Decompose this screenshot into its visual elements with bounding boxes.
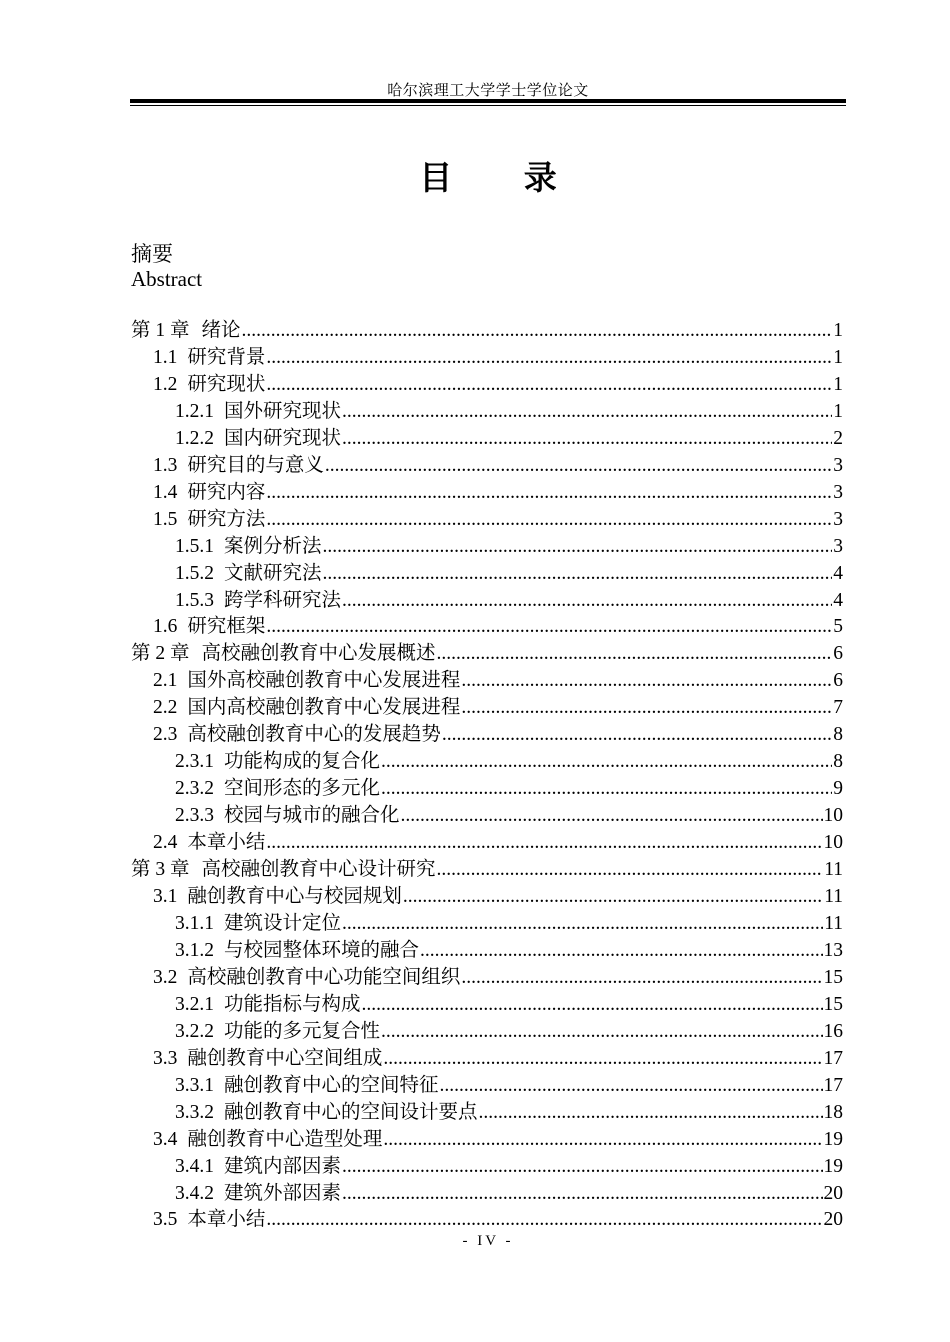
toc-entry[interactable] bbox=[131, 776, 843, 803]
toc-entry-page: 6 bbox=[833, 670, 843, 692]
toc-entry[interactable] bbox=[131, 1181, 843, 1208]
toc-entry[interactable] bbox=[131, 1073, 843, 1100]
toc-entry-number: 第 3 章 bbox=[131, 859, 190, 881]
toc-entry-number: 3.2 bbox=[153, 966, 178, 988]
toc-entry[interactable] bbox=[131, 480, 843, 507]
toc-entry-title: 建筑外部因素 bbox=[224, 1182, 342, 1204]
toc-dot-leader bbox=[325, 453, 832, 480]
toc-entry-number: 1.6 bbox=[153, 616, 178, 638]
toc-entry-number: 第 1 章 bbox=[131, 320, 190, 341]
toc-entry[interactable] bbox=[131, 803, 843, 830]
toc-dot-leader bbox=[266, 614, 832, 641]
toc-entry-number: 3.4 bbox=[153, 1128, 178, 1150]
toc-entry-number: 3.2.2 bbox=[175, 1020, 214, 1042]
toc-entry-page: 17 bbox=[823, 1047, 843, 1069]
toc-entry-title: 国内研究现状 bbox=[224, 427, 342, 449]
toc-dot-leader bbox=[323, 534, 833, 561]
toc-entry-number: 第 2 章 bbox=[131, 643, 190, 665]
toc-entry-number: 3.1 bbox=[153, 886, 178, 908]
toc-entry[interactable] bbox=[131, 911, 843, 938]
toc-entry-title: 高校融创教育中心发展概述 bbox=[201, 643, 436, 665]
toc-entry-page: 9 bbox=[833, 778, 843, 800]
toc-dot-leader bbox=[461, 965, 822, 992]
toc-dot-leader bbox=[381, 749, 832, 776]
toc-entry-number: 1.4 bbox=[153, 481, 178, 503]
toc-entry-number: 1.5.1 bbox=[175, 535, 214, 557]
toc-dot-leader bbox=[266, 480, 832, 507]
toc-entry-page: 20 bbox=[823, 1209, 843, 1231]
toc-dot-leader bbox=[437, 641, 833, 668]
toc-entry-number: 3.3 bbox=[153, 1047, 178, 1069]
toc-entry-page: 19 bbox=[823, 1128, 843, 1150]
toc-abstract-en[interactable]: Abstract bbox=[131, 267, 203, 291]
toc-entry[interactable] bbox=[131, 722, 843, 749]
toc-entry-title: 融创教育中心的空间特征 bbox=[224, 1074, 439, 1096]
toc-entry[interactable] bbox=[131, 507, 843, 534]
toc-entry-title: 国外研究现状 bbox=[224, 400, 342, 422]
toc-entry-title: 空间形态的多元化 bbox=[224, 778, 381, 800]
toc-entry[interactable] bbox=[131, 588, 843, 615]
toc-entry-number: 2.3.3 bbox=[175, 805, 214, 827]
toc-entry-title: 功能构成的复合化 bbox=[224, 751, 381, 773]
toc-dot-leader bbox=[381, 1019, 822, 1046]
toc-entry-page: 1 bbox=[833, 320, 843, 341]
toc-entry[interactable] bbox=[131, 1100, 843, 1127]
toc-entry-number: 1.1 bbox=[153, 346, 178, 368]
toc-entry-title: 融创教育中心的空间设计要点 bbox=[224, 1101, 478, 1123]
toc-dot-leader bbox=[461, 668, 832, 695]
toc-dot-leader bbox=[437, 857, 824, 884]
toc-entry-title: 功能的多元复合性 bbox=[224, 1020, 381, 1042]
toc-abstract-cn[interactable]: 摘要 bbox=[131, 242, 173, 266]
toc-entry-title: 案例分析法 bbox=[224, 535, 322, 557]
toc-entry-page: 13 bbox=[823, 939, 843, 961]
toc-entry[interactable] bbox=[131, 345, 843, 372]
header-rule-thick bbox=[130, 99, 846, 103]
toc-entry-title: 融创教育中心与校园规划 bbox=[187, 886, 402, 908]
toc-entry-page: 3 bbox=[833, 535, 843, 557]
toc-entry-title: 研究方法 bbox=[187, 508, 266, 530]
toc-entry-page: 15 bbox=[823, 966, 843, 988]
toc-entry-title: 国外高校融创教育中心发展进程 bbox=[187, 670, 461, 692]
toc-entry-title: 本章小结 bbox=[187, 832, 266, 854]
toc-list bbox=[131, 318, 843, 1234]
toc-entry[interactable] bbox=[131, 1046, 843, 1073]
toc-entry-number: 3.3.1 bbox=[175, 1074, 214, 1096]
toc-dot-leader bbox=[461, 695, 832, 722]
toc-entry[interactable] bbox=[131, 534, 843, 561]
toc-entry-page: 11 bbox=[824, 859, 843, 881]
toc-entry[interactable] bbox=[131, 1127, 843, 1154]
toc-entry-title: 功能指标与构成 bbox=[224, 993, 361, 1015]
toc-entry-title: 高校融创教育中心设计研究 bbox=[201, 859, 436, 881]
toc-entry-number: 1.3 bbox=[153, 454, 178, 476]
toc-entry[interactable] bbox=[131, 561, 843, 588]
toc-dot-leader bbox=[266, 1207, 822, 1234]
toc-entry[interactable] bbox=[131, 668, 843, 695]
toc-entry-page: 3 bbox=[833, 481, 843, 503]
toc-entry-number: 3.3.2 bbox=[175, 1101, 214, 1123]
toc-dot-leader bbox=[266, 830, 822, 857]
toc-dot-leader bbox=[362, 992, 823, 1019]
toc-entry-title: 融创教育中心造型处理 bbox=[187, 1128, 383, 1150]
toc-entry-title: 研究框架 bbox=[187, 616, 266, 638]
toc-entry-number: 3.5 bbox=[153, 1209, 178, 1231]
toc-entry[interactable] bbox=[131, 695, 843, 722]
toc-entry-title: 本章小结 bbox=[187, 1209, 266, 1231]
toc-entry-page: 4 bbox=[833, 562, 843, 584]
toc-entry-title: 文献研究法 bbox=[224, 562, 322, 584]
toc-entry-page: 1 bbox=[833, 373, 843, 395]
toc-entry-number: 2.4 bbox=[153, 832, 178, 854]
toc-entry-title: 研究现状 bbox=[187, 373, 266, 395]
toc-entry-page: 19 bbox=[823, 1155, 843, 1177]
toc-entry-page: 1 bbox=[833, 400, 843, 422]
page-number: - IV - bbox=[462, 1233, 514, 1249]
toc-entry[interactable] bbox=[131, 992, 843, 1019]
toc-dot-leader bbox=[342, 1181, 822, 1208]
toc-entry[interactable] bbox=[131, 884, 843, 911]
toc-dot-leader bbox=[420, 938, 822, 965]
toc-entry-page: 15 bbox=[823, 993, 843, 1015]
toc-entry-title: 研究背景 bbox=[187, 346, 266, 368]
toc-entry-number: 3.1.1 bbox=[175, 912, 214, 934]
toc-dot-leader bbox=[342, 1154, 822, 1181]
toc-entry-title: 高校融创教育中心功能空间组织 bbox=[187, 966, 461, 988]
toc-entry-number: 1.5.2 bbox=[175, 562, 214, 584]
toc-entry-page: 3 bbox=[833, 508, 843, 530]
toc-dot-leader bbox=[342, 911, 823, 938]
toc-entry[interactable] bbox=[131, 614, 843, 641]
toc-entry-page: 7 bbox=[833, 697, 843, 719]
toc-dot-leader bbox=[383, 1127, 822, 1154]
toc-entry-page: 10 bbox=[823, 805, 843, 827]
toc-entry-number: 1.2.1 bbox=[175, 400, 214, 422]
toc-dot-leader bbox=[479, 1100, 823, 1127]
toc-entry-page: 8 bbox=[833, 751, 843, 773]
toc-entry-number: 3.1.2 bbox=[175, 939, 214, 961]
toc-entry[interactable] bbox=[131, 372, 843, 399]
toc-entry-number: 3.2.1 bbox=[175, 993, 214, 1015]
toc-dot-leader bbox=[266, 507, 832, 534]
toc-entry-title: 绪论 bbox=[201, 320, 241, 341]
toc-dot-leader bbox=[440, 1073, 823, 1100]
toc-entry[interactable] bbox=[131, 453, 843, 480]
toc-dot-leader bbox=[383, 1046, 822, 1073]
toc-entry-title: 研究内容 bbox=[187, 481, 266, 503]
toc-title: 目 录 bbox=[419, 158, 587, 197]
toc-entry-page: 20 bbox=[823, 1182, 843, 1204]
toc-entry-page: 17 bbox=[823, 1074, 843, 1096]
toc-entry-number: 2.1 bbox=[153, 670, 178, 692]
toc-entry-number: 2.3.2 bbox=[175, 778, 214, 800]
toc-entry-title: 高校融创教育中心的发展趋势 bbox=[187, 724, 441, 746]
toc-dot-leader bbox=[381, 776, 832, 803]
toc-dot-leader bbox=[323, 561, 833, 588]
toc-entry-title: 融创教育中心空间组成 bbox=[187, 1047, 383, 1069]
toc-entry-title: 国内高校融创教育中心发展进程 bbox=[187, 697, 461, 719]
toc-dot-leader bbox=[403, 884, 823, 911]
toc-entry-page: 8 bbox=[833, 724, 843, 746]
toc-entry[interactable] bbox=[131, 318, 843, 345]
toc-dot-leader bbox=[242, 318, 833, 345]
toc-entry-number: 3.4.1 bbox=[175, 1155, 214, 1177]
toc-entry[interactable] bbox=[131, 399, 843, 426]
toc-entry[interactable] bbox=[131, 749, 843, 776]
toc-entry[interactable] bbox=[131, 857, 843, 884]
toc-entry-page: 11 bbox=[824, 912, 843, 934]
toc-entry[interactable] bbox=[131, 938, 843, 965]
toc-entry-title: 研究目的与意义 bbox=[187, 454, 324, 476]
toc-dot-leader bbox=[266, 372, 832, 399]
toc-entry-title: 建筑内部因素 bbox=[224, 1155, 342, 1177]
toc-entry-number: 2.3 bbox=[153, 724, 178, 746]
toc-entry-number: 1.2.2 bbox=[175, 427, 214, 449]
toc-entry-page: 10 bbox=[823, 832, 843, 854]
toc-entry-title: 建筑设计定位 bbox=[224, 912, 342, 934]
toc-dot-leader bbox=[266, 345, 832, 372]
toc-entry-page: 18 bbox=[823, 1101, 843, 1123]
toc-entry[interactable] bbox=[131, 1207, 843, 1234]
toc-entry[interactable] bbox=[131, 426, 843, 453]
toc-dot-leader bbox=[342, 399, 832, 426]
toc-entry-number: 3.4.2 bbox=[175, 1182, 214, 1204]
toc-dot-leader bbox=[342, 588, 832, 615]
toc-entry[interactable] bbox=[131, 1154, 843, 1181]
toc-entry-title: 校园与城市的融合化 bbox=[224, 805, 400, 827]
toc-entry[interactable] bbox=[131, 641, 843, 668]
toc-entry-page: 6 bbox=[833, 643, 843, 665]
header-rule-thin bbox=[130, 105, 846, 106]
toc-entry-title: 跨学科研究法 bbox=[224, 589, 342, 611]
toc-entry[interactable] bbox=[131, 1019, 843, 1046]
toc-entry-number: 1.5 bbox=[153, 508, 178, 530]
toc-entry-number: 1.2 bbox=[153, 373, 178, 395]
toc-entry-page: 2 bbox=[833, 427, 843, 449]
toc-dot-leader bbox=[401, 803, 823, 830]
toc-entry-page: 16 bbox=[823, 1020, 843, 1042]
toc-entry[interactable] bbox=[131, 830, 843, 857]
toc-entry-page: 5 bbox=[833, 616, 843, 638]
toc-entry-number: 2.3.1 bbox=[175, 751, 214, 773]
toc-entry-page: 3 bbox=[833, 454, 843, 476]
toc-entry-number: 1.5.3 bbox=[175, 589, 214, 611]
toc-dot-leader bbox=[442, 722, 832, 749]
toc-entry-page: 4 bbox=[833, 589, 843, 611]
toc-entry[interactable] bbox=[131, 965, 843, 992]
running-header: 哈尔滨理工大学学士学位论文 bbox=[387, 83, 589, 99]
toc-entry-page: 1 bbox=[833, 346, 843, 368]
toc-entry-title: 与校园整体环境的融合 bbox=[224, 939, 420, 961]
toc-entry-page: 11 bbox=[824, 886, 843, 908]
toc-dot-leader bbox=[342, 426, 832, 453]
toc-entry-number: 2.2 bbox=[153, 697, 178, 719]
